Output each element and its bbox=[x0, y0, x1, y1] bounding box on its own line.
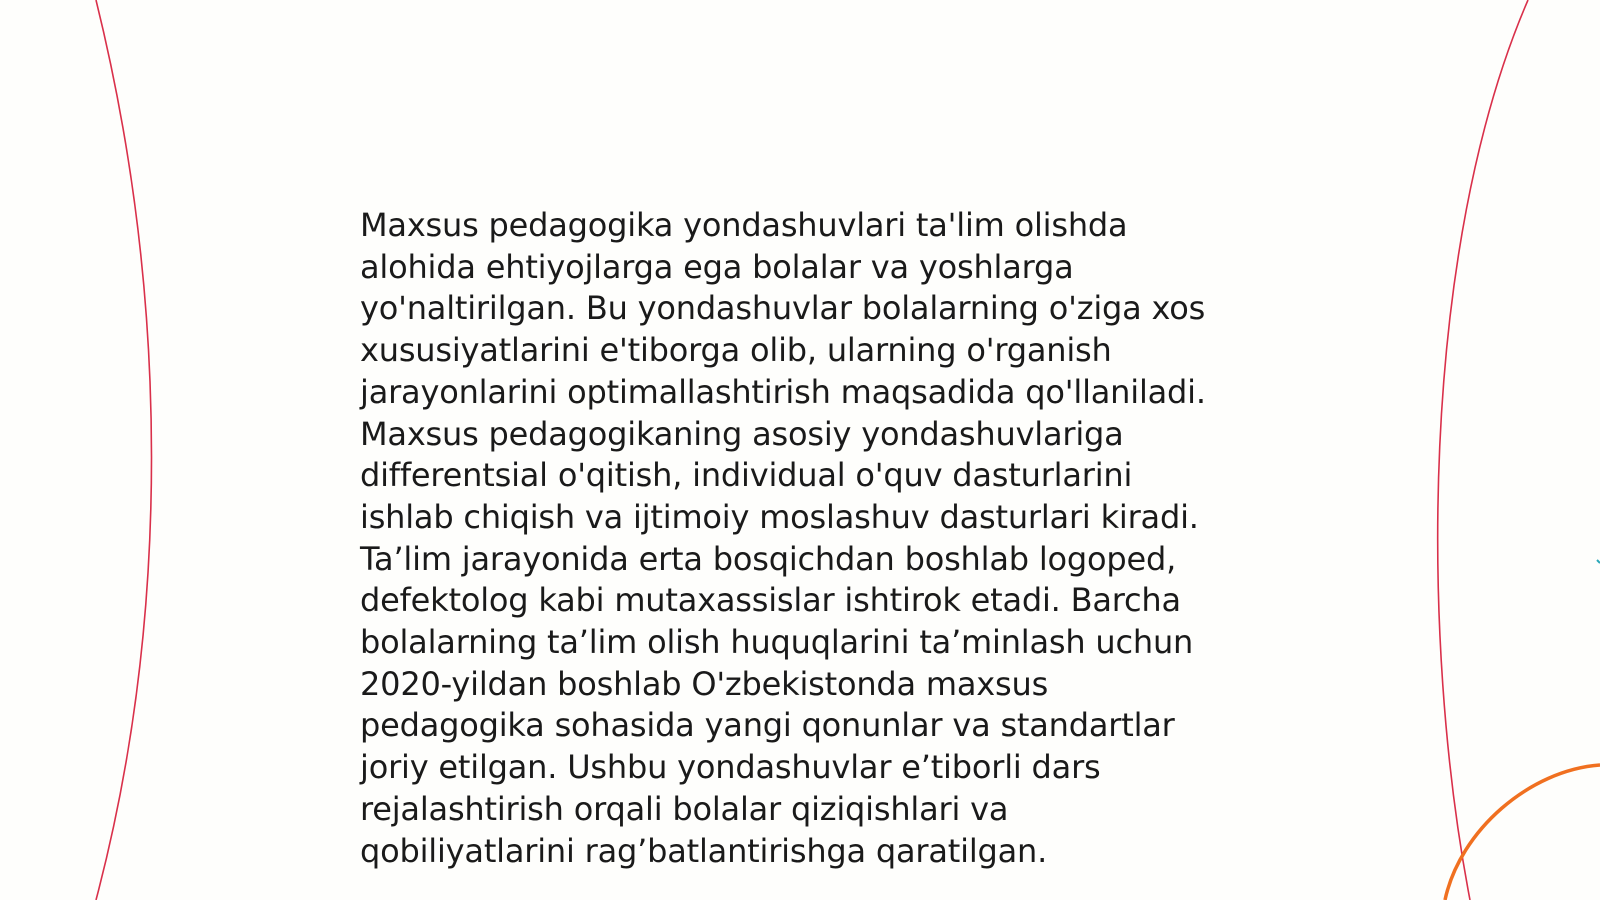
paragraph-line: joriy etilgan. Ushbu yondashuvlar e’tiborli dars bbox=[360, 748, 1101, 787]
paragraph-line: jarayonlarini optimallashtirish maqsadida qo'llaniladi. bbox=[360, 372, 1206, 411]
paragraph-line: yo'naltirilgan. Bu yondashuvlar bolalarning o'ziga xos bbox=[360, 289, 1206, 328]
bottom-right-orange-arc bbox=[1445, 765, 1600, 900]
paragraph-line: ishlab chiqish va ijtimoiy moslashuv dasturlari kiradi. bbox=[360, 497, 1199, 536]
paragraph-line: rejalashtirish orqali bolalar qiziqishlari va bbox=[360, 789, 1009, 828]
body-paragraph bbox=[360, 205, 1260, 872]
paragraph-line: pedagogika sohasida yangi qonunlar va standartlar bbox=[360, 706, 1175, 745]
paragraph-line: qobiliyatlarini rag’batlantirishga qaratilgan. bbox=[360, 831, 1048, 870]
paragraph-line: xususiyatlarini e'tiborga olib, ularning o'rganish bbox=[360, 331, 1112, 370]
paragraph-line: alohida ehtiyojlarga ega bolalar va yoshlarga bbox=[360, 247, 1074, 286]
right-red-curve bbox=[1438, 0, 1528, 900]
paragraph-line: differentsial o'qitish, individual o'quv dasturlarini bbox=[360, 456, 1133, 495]
paragraph-line: Maxsus pedagogikaning asosiy yondashuvlariga bbox=[360, 414, 1124, 453]
paragraph-line: bolalarning ta’lim olish huquqlarini ta’minlash uchun bbox=[360, 623, 1194, 662]
paragraph-line: 2020-yildan boshlab O'zbekistonda maxsus bbox=[360, 664, 1049, 703]
paragraph-line: Ta’lim jarayonida erta bosqichdan boshlab logoped, bbox=[360, 539, 1177, 578]
left-red-curve bbox=[96, 0, 152, 900]
paragraph-line: Maxsus pedagogika yondashuvlari ta'lim olishda bbox=[360, 206, 1128, 244]
paragraph-line: defektolog kabi mutaxassislar ishtirok etadi. Barcha bbox=[360, 581, 1181, 620]
